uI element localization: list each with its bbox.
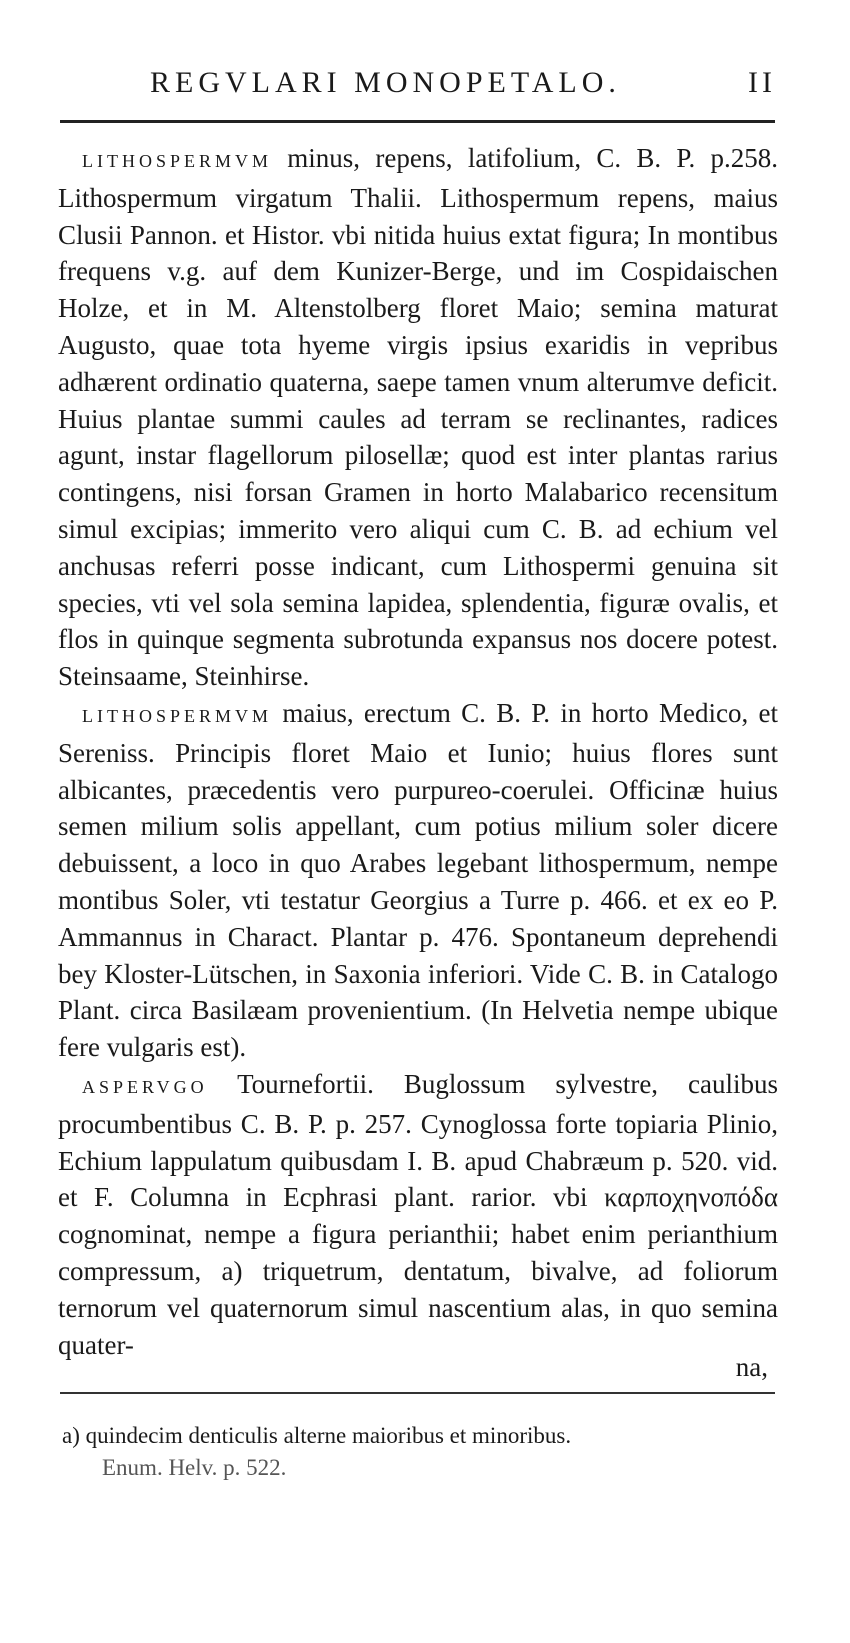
paragraph-lithospermum-minus — [58, 140, 778, 695]
paragraph-text: maius, erectum C. B. P. in horto Medico, et Sereniss. Principis floret Maio et Iunio; huius flores sunt albicantes, præcedentis vero purpureo-coerulei. Officinæ huius semen milium solis appellant, cum potius milium soler dicere debuissent, a loco in quo Arabes legebant lithospermum, nempe montibus Soler, vti testatur Georgius a Turre p. 466. et ex eo P. Ammannus in Charact. Plantar p. 476. Spontaneum deprehendi bey Kloster-Lütschen, in Saxonia inferiori. Vide C. B. in Catalogo Plant. circa Basilæam provenientium. (In Helvetia nempe ubique fere vulgaris est). — [58, 697, 779, 1063]
footnote — [62, 1420, 772, 1484]
paragraph-asperugo — [58, 1066, 778, 1363]
footnote-text: a) quindecim denticulis alterne maioribus et minoribus. — [62, 1423, 572, 1448]
running-title: REGVLARI MONOPETALO. — [150, 66, 621, 99]
running-head — [150, 66, 790, 106]
catchword: na, — [735, 1352, 768, 1382]
paragraph-lead: LITHOSPERMVM — [82, 151, 273, 171]
paragraph-text: minus, repens, latifolium, C. B. P. p.258. Lithospermum virgatum Thalii. Lithospermum repens, maius Clusii Pannon. et Histor. vbi nitida huius extat figura; In montibus frequens v.g. auf dem Kunizer-Berge, und im Cospidaischen Holze, et in M. Altenstolberg floret Maio; semina maturat Augusto, quae tota hyeme virgis ipsius exaridis in vepribus adhærent ordinatio quaterna, saepe tamen vnum alterumve deficit. Huius plantae summi caules ad terram se reclinantes, radices agunt, instar flagellorum pilosellæ; quod est inter plantas rarius contingens, nisi forsan Gramen in horto Malabarico recensitum simul excipias; immerito vero aliqui cum C. B. ad echium vel anchusas referri posse indicant, cum Lithospermi genuina sit species, vti vel sola semina lapidea, splendentia, figuræ ovalis, et flos in quinque segmenta subrotunda expansus nos docere potest. Steinsaame, Steinhirse. — [58, 143, 778, 692]
paragraph-text: Tournefortii. Buglossum sylvestre, caulibus procumbentibus C. B. P. p. 257. Cynoglossa forte topiaria Plinio, Echium lappulatum quibusdam I. B. apud Chabræum p. 520. vid. et F. Columna in Ecphrasi plant. rarior. vbi καρποχηνοπόδα cognominat, nempe a figura perianthii; habet enim perianthium compressum, a) triquetrum, dentatum, bivalve, ad foliorum ternorum vel quaternorum simul nascentium alas, in quo semina quater- — [58, 1068, 778, 1360]
footnote-citation: Enum. Helv. p. 522. — [102, 1455, 287, 1480]
header-rule — [60, 120, 775, 123]
paragraph-lithospermum-maius — [58, 695, 778, 1066]
paragraph-lead: ASPERVGO — [82, 1076, 208, 1097]
body-text — [58, 140, 778, 1363]
paragraph-lead: LITHOSPERMVM — [82, 705, 273, 726]
footnote-rule — [60, 1392, 775, 1394]
page-number: II — [748, 66, 776, 99]
